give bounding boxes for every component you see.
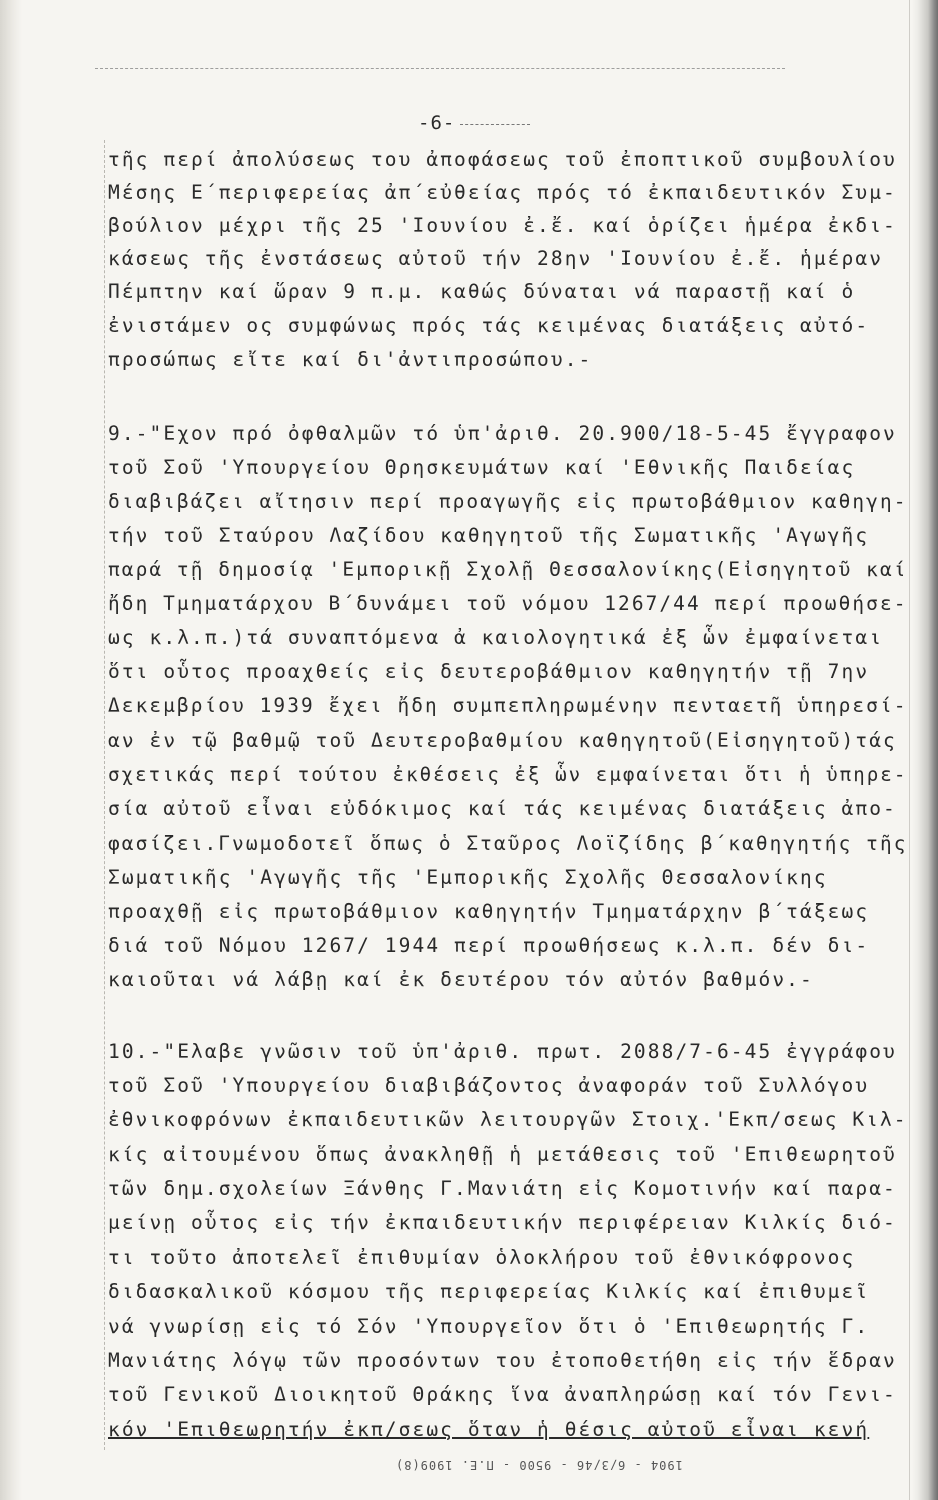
text-line: Πέμπτην καί ὥραν 9 π.μ. καθώς δύναται νά παραστῇ καί ὁ: [108, 280, 856, 303]
text-line: αν ἐν τῷ βαθμῷ τοῦ Δευτεροβαθμίου καθηγητοῦ(Εἰσηγητοῦ)τάς: [108, 729, 897, 752]
text-line: φασίζει.Γνωμοδοτεῖ ὅπως ὁ Σταῦρος Λοϊζίδης β΄καθηγητής τῆς: [108, 832, 908, 855]
text-line: ἐνιστάμεν ος συμφώνως πρός τάς κειμένας διατάξεις αὐτό-: [108, 314, 870, 337]
text-line: τῶν δημ.σχολείων Ξάνθης Γ.Μανιάτη εἰς Κομοτινήν καί παρα-: [108, 1177, 897, 1200]
page-border-line: [909, 0, 910, 1500]
text-line: τι τοῦτο ἀποτελεῖ ἐπιθυμίαν ὁλοκλήρου τοῦ ἐθνικόφρονος: [108, 1246, 856, 1269]
text-line: καιοῦται νά λάβῃ καί ἐκ δευτέρου τόν αὐτόν βαθμόν.-: [108, 968, 814, 991]
text-line: ως κ.λ.π.)τά συναπτόμενα ἀ καιολογητικά ἐξ ὧν ἐμφαίνεται: [108, 626, 884, 649]
text-line-underlined: κόν 'Επιθεωρητήν ἐκπ/σεως ὅταν ἡ θέσις αὐτοῦ εἶναι κενή: [108, 1418, 870, 1441]
text-line: Δεκεμβρίου 1939 ἔχει ἤδη συμπεπληρωμένην πενταετῆ ὑπηρεσί-: [108, 694, 908, 717]
text-line: σία αὐτοῦ εἶναι εὐδόκιμος καί τάς κειμένας διατάξεις ἀπο-: [108, 797, 897, 820]
text-line: κίς αἰτουμένου ὅπως ἀνακληθῇ ἡ μετάθεσις τοῦ 'Επιθεωρητοῦ: [108, 1143, 897, 1166]
text-line: ἐθνικοφρόνων ἐκπαιδευτικῶν λειτουργῶν Στοιχ.'Εκπ/σεως Κιλ-: [108, 1108, 908, 1131]
mirrored-footer-imprint: 1904 - 6/3/46 - 9500 - Π.Ε. 1909(8): [395, 1458, 683, 1472]
text-line: Μέσης Ε΄περιφερείας ἀπ΄εὐθείας πρός τό ἐκπαιδευτικόν Συμ-: [108, 181, 897, 204]
page-number: -6-: [418, 112, 456, 134]
text-line: σχετικάς περί τούτου ἐκθέσεις ἐξ ὧν εμφαίνεται ὅτι ἡ ὑπηρε-: [108, 763, 908, 786]
text-line: τοῦ Σοῦ 'Υπουργείου Θρησκευμάτων καί 'Εθνικῆς Παιδείας: [108, 456, 856, 479]
binding-edge-left: [0, 0, 22, 1500]
text-line: 9.-"Εχον πρό ὀφθαλμῶν τό ὑπ'ἀριθ. 20.900/18-5-45 ἔγγραφον: [108, 422, 897, 445]
text-line: προαχθῇ εἰς πρωτοβάθμιον καθηγητήν Τμηματάρχην β΄τάξεως: [108, 900, 870, 923]
text-line: νά γνωρίσῃ εἰς τό Σόν 'Υπουργεῖον ὅτι ὁ 'Επιθεωρητής Γ.: [108, 1315, 870, 1338]
text-line: τῆς περί ἀπολύσεως του ἀποφάσεως τοῦ ἐποπτικοῦ συμβουλίου: [108, 148, 897, 171]
text-line: ἤδη Τμηματάρχου Β΄δυνάμει τοῦ νόμου 1267/44 περί προωθήσε-: [108, 592, 908, 615]
text-line: διδασκαλικοῦ κόσμου τῆς περιφερείας Κιλκίς καί ἐπιθυμεῖ: [108, 1280, 870, 1303]
text-line: 10.-"Ελαβε γνῶσιν τοῦ ὑπ'ἀριθ. πρωτ. 2088/7-6-45 ἐγγράφου: [108, 1040, 897, 1063]
text-line: Σωματικῆς 'Αγωγῆς τῆς 'Εμπορικῆς Σχολῆς Θεσσαλονίκης: [108, 866, 828, 889]
text-line: διά τοῦ Νόμου 1267/ 1944 περί προωθήσεως κ.λ.π. δέν δι-: [108, 934, 870, 957]
text-line: διαβιβάζει αἴτησιν περί προαγωγῆς εἰς πρωτοβάθμιον καθηγη-: [108, 490, 908, 513]
text-line: κάσεως τῆς ἐνστάσεως αὐτοῦ τήν 28ην 'Ιουνίου ἐ.ἔ. ἡμέραν: [108, 247, 884, 270]
text-line: μείνῃ οὗτος εἰς τήν ἐκπαιδευτικήν περιφέρειαν Κιλκίς διό-: [108, 1211, 897, 1234]
text-line: Μανιάτης λόγῳ τῶν προσόντων του ἐτοποθετήθη εἰς τήν ἕδραν: [108, 1349, 897, 1372]
text-line: προσώπως εἴτε καί δι'ἀντιπροσώπου.-: [108, 348, 593, 371]
text-line: τοῦ Σοῦ 'Υπουργείου διαβιβάζοντος ἀναφοράν τοῦ Συλλόγου: [108, 1074, 870, 1097]
text-line: βούλιον μέχρι τῆς 25 'Ιουνίου ἐ.ἔ. καί ὁρίζει ἡμέρα ἐκδι-: [108, 214, 897, 237]
page-number-rule: [460, 124, 530, 125]
text-line: παρά τῇ δημοσίᾳ 'Εμπορικῇ Σχολῇ Θεσσαλονίκης(Εἰσηγητοῦ καί: [108, 558, 908, 581]
text-line: τοῦ Γενικοῦ Διοικητοῦ Θράκης ἵνα ἀναπληρώσῃ καί τόν Γενι-: [108, 1383, 897, 1406]
binding-edge-right: [912, 0, 938, 1500]
text-line: ὅτι οὗτος προαχθείς εἰς δευτεροβάθμιον καθηγητήν τῇ 7ην: [108, 660, 870, 683]
header-rule: [95, 68, 785, 73]
margin-guide: [104, 140, 106, 1450]
text-line: τήν τοῦ Σταύρου Λαζίδου καθηγητοῦ τῆς Σωματικῆς 'Αγωγῆς: [108, 524, 870, 547]
